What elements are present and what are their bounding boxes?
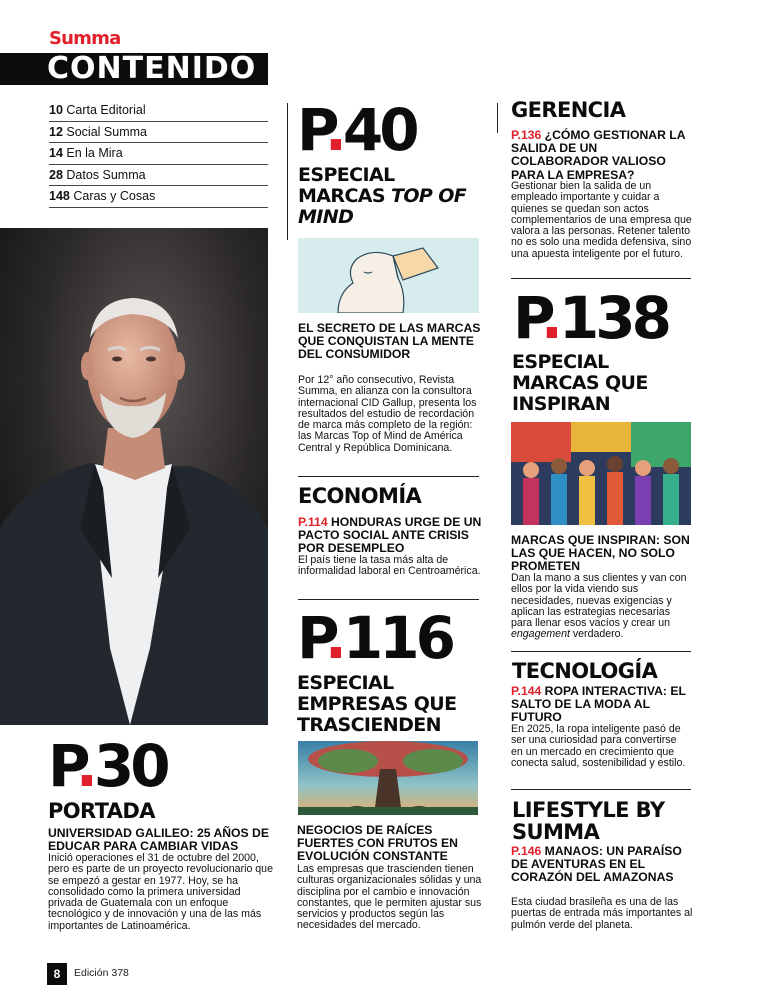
cover-portrait-photo	[0, 228, 268, 725]
section-economia: ECONOMÍA	[298, 484, 422, 508]
section-empresas-que-trascienden	[297, 673, 456, 736]
section-line: TRASCIENDEN	[297, 714, 441, 736]
brand-logo: Summa	[49, 28, 121, 49]
folio-page-number: 8	[47, 963, 67, 985]
section-line: LIFESTYLE BY	[512, 798, 665, 822]
section-word: MARCAS	[298, 185, 385, 207]
page-number-p: P	[297, 96, 325, 164]
section-line: ESPECIAL	[512, 351, 609, 373]
headline-text: MANAOS: UN PARAÍSO DE AVENTURAS EN EL CORAZÓN DEL AMAZONAS	[511, 844, 682, 885]
toc-item-number: 12	[49, 124, 63, 139]
page-number-value: 116	[342, 604, 452, 672]
toc-item[interactable]	[49, 186, 268, 208]
toc-item-number: 148	[49, 189, 70, 203]
section-gerencia: GERENCIA	[511, 98, 626, 122]
lifestyle-body: Esta ciudad brasileña es una de las puertas de entrada más importantes al pulmón verde del planeta.	[511, 896, 693, 931]
portada-headline[interactable]: UNIVERSIDAD GALILEO: 25 AÑOS DE EDUCAR PARA CAMBIAR VIDAS	[48, 826, 269, 854]
page-title-bar	[0, 53, 268, 85]
page-ref: P.144	[511, 684, 542, 698]
toc-item-number: 14	[49, 146, 63, 160]
section-line: INSPIRAN	[512, 393, 611, 415]
portada-body: Inició operaciones el 31 de octubre del 2000, pero es parte de un proyecto revolucionario que se empezó a gestar en 1977. Hoy, se ha consolidado como la primera universidad privada de Guatemala con un enfoque tecnológico y de innovación y una de las más importantes de Latinoamérica.	[48, 852, 273, 932]
headline-text: ¿CÓMO GESTIONAR LA SALIDA DE UN COLABORADOR VALIOSO PARA LA EMPRESA?	[511, 128, 686, 182]
column-divider	[287, 103, 288, 240]
toc-item-number: 10	[49, 103, 63, 117]
page-number-p: P	[297, 604, 325, 672]
page-title: CONTENIDO	[47, 51, 257, 86]
edition-label: Edición 378	[74, 967, 129, 979]
page-number-dot: .	[324, 96, 343, 164]
section-line	[298, 207, 466, 228]
page-ref: P.114	[298, 515, 328, 529]
page-number-value: 138	[558, 284, 668, 352]
page-number-p: P	[48, 732, 76, 800]
toc-item-number: 28	[49, 167, 63, 182]
inspiran-headline[interactable]: MARCAS QUE INSPIRAN: SON LAS QUE HACEN, NO SOLO PROMETEN	[511, 533, 690, 574]
toc-item[interactable]	[49, 122, 268, 144]
lifestyle-headline[interactable]	[511, 845, 691, 885]
column-divider	[497, 103, 498, 133]
toc-list	[49, 100, 268, 208]
section-divider	[511, 789, 691, 790]
toc-item[interactable]	[49, 143, 268, 165]
section-portada: PORTADA	[48, 799, 155, 823]
section-divider	[298, 476, 479, 477]
section-line: ESPECIAL	[298, 164, 395, 186]
section-divider	[298, 599, 479, 600]
toc-item-label: Datos Summa	[66, 167, 146, 182]
section-tecnologia: TECNOLOGÍA	[512, 659, 658, 683]
page-number-116	[297, 604, 452, 672]
section-italic: TOP OF	[391, 185, 467, 207]
toc-item-label: Social Summa	[66, 124, 147, 139]
tecnologia-headline[interactable]	[511, 685, 691, 725]
section-especial-top-of-mind	[298, 165, 466, 228]
toc-item-label: Carta Editorial	[66, 103, 146, 117]
body-text: Dan la mano a sus clientes y van con ellos por la vida viendo sus necesidades, nuevas exigencias y aplican las estrategias necesarias para llenar esos vacíos y crear un	[511, 572, 687, 630]
section-italic: MIND	[298, 206, 354, 228]
section-line	[298, 186, 466, 207]
section-line: EMPRESAS QUE	[297, 693, 457, 715]
section-line: MARCAS QUE	[512, 372, 648, 394]
top-of-mind-body: Por 12° año consecutivo, Revista Summa, en alianza con la consultora internacional CID Gallup, presenta los resultados del estudio de recordación de marca más completo de la región: las Marcas Top of Mind de América Central y República Dominicana.	[298, 374, 477, 454]
page-number-dot: .	[540, 284, 559, 352]
economia-body: El país tiene la tasa más alta de informalidad laboral en Centroamérica.	[298, 554, 481, 578]
top-of-mind-headline[interactable]: EL SECRETO DE LAS MARCAS QUE CONQUISTAN LA MENTE DEL CONSUMIDOR	[298, 321, 481, 362]
toc-item[interactable]	[49, 100, 268, 122]
top-of-mind-illustration	[298, 238, 479, 313]
page-number-value: 40	[342, 96, 416, 164]
page-number-30	[48, 732, 167, 800]
body-italic: engagement	[511, 628, 570, 641]
section-divider	[511, 278, 691, 279]
page-ref: P.146	[511, 844, 542, 858]
section-line: SUMMA	[512, 820, 600, 844]
section-line: ESPECIAL	[297, 672, 394, 694]
page-number-p: P	[513, 284, 541, 352]
trascienden-body: Las empresas que trascienden tienen culturas organizacionales sólidas y una disciplina por el cambio e innovación constantes, que le permiten ajustar sus servicios y productos según las necesidades del mercado.	[297, 863, 482, 932]
inspiran-body	[511, 573, 693, 641]
inspiran-illustration	[511, 422, 691, 525]
page-number-40	[297, 96, 416, 164]
headline-text: ROPA INTERACTIVA: EL SALTO DE LA MODA AL FUTURO	[511, 684, 686, 725]
toc-item[interactable]	[49, 165, 268, 187]
trascienden-headline[interactable]: NEGOCIOS DE RAÍCES FUERTES CON FRUTOS EN EVOLUCIÓN CONSTANTE	[297, 823, 458, 864]
tecnologia-body: En 2025, la ropa inteligente pasó de ser una curiosidad para convertirse en un mercado en crecimiento que conecta salud, sostenibilidad y estilo.	[511, 723, 686, 769]
page-number-138	[513, 284, 668, 352]
toc-item-label: Caras y Cosas	[73, 189, 156, 203]
economia-headline[interactable]	[298, 516, 483, 556]
page-number-dot: .	[324, 604, 343, 672]
gerencia-headline[interactable]	[511, 129, 691, 182]
toc-item-label: En la Mira	[66, 146, 123, 160]
section-divider	[511, 651, 691, 652]
page-number-dot: .	[75, 732, 94, 800]
page-number-value: 30	[93, 732, 167, 800]
section-marcas-que-inspiran	[512, 352, 648, 415]
section-lifestyle	[512, 799, 664, 843]
tree-illustration	[298, 741, 478, 815]
headline-text: HONDURAS URGE DE UN PACTO SOCIAL ANTE CRISIS POR DESEMPLEO	[298, 515, 482, 556]
body-text: verdadero.	[569, 628, 624, 641]
page-ref: P.136	[511, 128, 542, 142]
gerencia-body: Gestionar bien la salida de un empleado importante y cuidar a quienes se quedan son actos complementarios de una empresa que valora a las personas. Retener talento no es solo una medida defensiva, sino una apuesta inteligente por el futuro.	[511, 180, 692, 260]
